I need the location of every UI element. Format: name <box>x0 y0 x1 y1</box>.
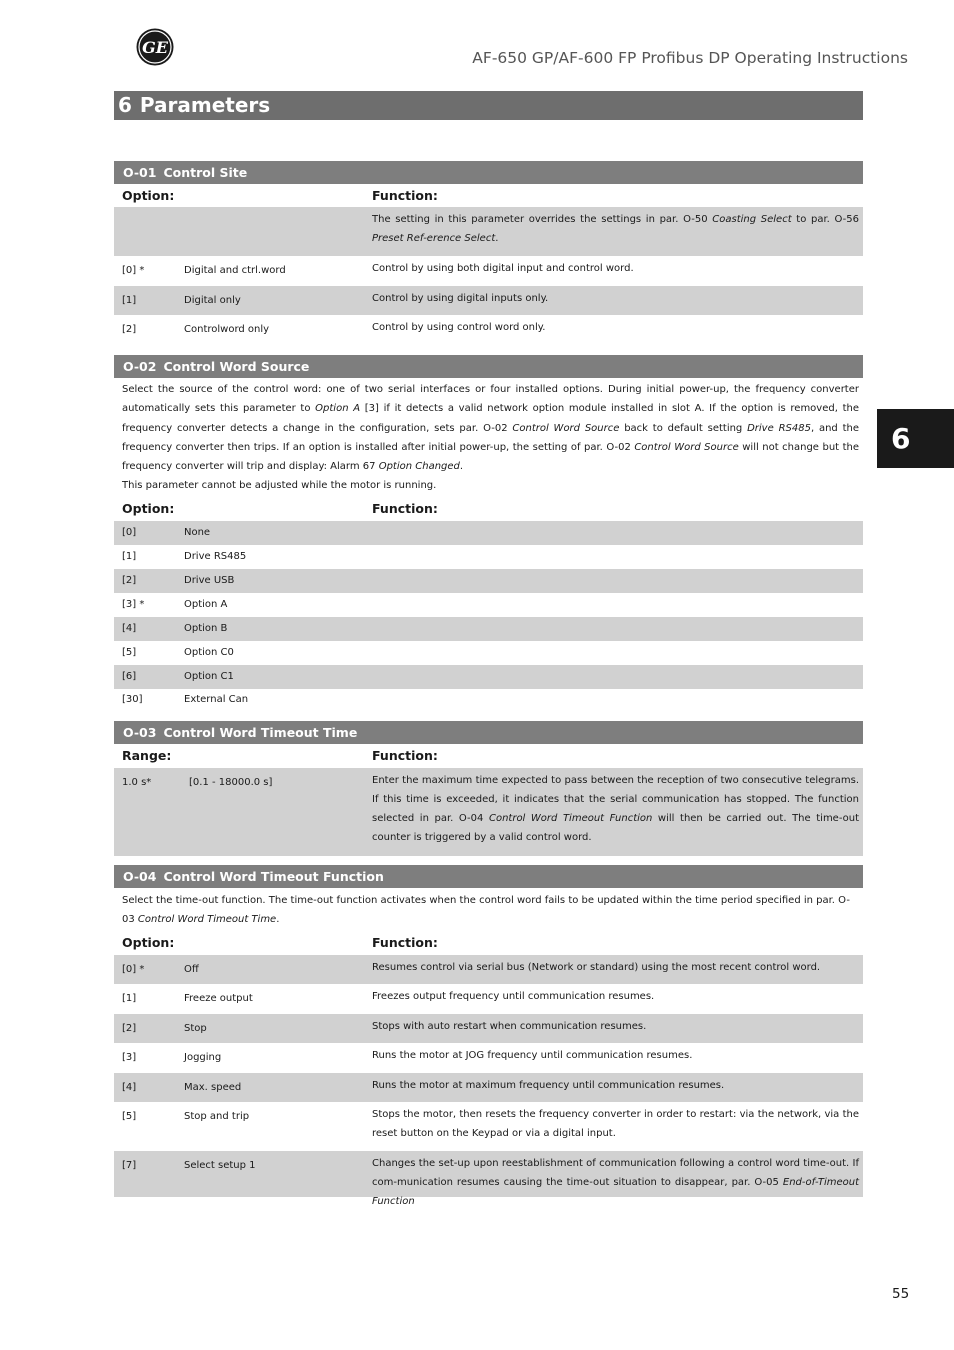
chapter-heading <box>114 91 863 120</box>
option-key: [3] * <box>122 599 145 610</box>
function-text: Stops with auto restart when communication resumes. <box>372 1021 647 1032</box>
function-text: Enter the maximum time expected to pass between the reception of two consecutive telegrams. If this time is exceeded, it indicates that the serial communication has stopped. The function selected in par. O-04 Control Word Timeout Function will then be carried out. The time-out counter is triggered by a valid control word. <box>372 775 860 843</box>
range-column-label: Range: <box>122 748 172 763</box>
option-key: [0] * <box>122 964 145 975</box>
chapter-number: 6 <box>118 93 132 117</box>
function-text: Runs the motor at maximum frequency until communication resumes. <box>372 1080 725 1091</box>
parameter-id: O-03 <box>123 725 157 740</box>
section-header-o04 <box>114 865 863 888</box>
column-header <box>114 744 863 767</box>
parameter-title: Control Word Timeout Time <box>163 725 358 740</box>
function-text: Control by using control word only. <box>372 322 546 333</box>
option-key: [3] <box>122 1052 137 1063</box>
table-row <box>114 286 863 315</box>
option-name: Option C0 <box>184 647 234 658</box>
option-name: None <box>184 527 211 538</box>
function-text: The setting in this parameter overrides the settings in par. O-50 Coasting Select to par. O-56 Preset Ref-erence Select. <box>372 214 859 244</box>
option-key: [7] <box>122 1160 137 1171</box>
default-value: 1.0 s* <box>122 777 152 788</box>
table-row <box>114 207 863 256</box>
function-text: Changes the set-up upon reestablishment of communication following a control word time-out. If com-munication resumes causing the time-out situation to disappear, par. O-05 End-of-Timeout Function <box>372 1158 859 1207</box>
option-key: [30] <box>122 694 143 705</box>
parameter-title: Control Word Source <box>163 359 310 374</box>
option-key: [2] <box>122 1023 137 1034</box>
option-key: [6] <box>122 671 137 682</box>
table-row <box>114 984 863 1013</box>
function-column-label: Function: <box>372 188 438 203</box>
option-key: [1] <box>122 295 137 306</box>
column-header <box>114 497 863 520</box>
option-key: [5] <box>122 647 137 658</box>
section-header-o03 <box>114 721 863 744</box>
option-name: Off <box>184 964 199 975</box>
column-header <box>114 184 863 207</box>
value-range: [0.1 - 18000.0 s] <box>189 777 273 788</box>
function-column-label: Function: <box>372 935 438 950</box>
table-row <box>114 617 863 641</box>
table-row <box>114 1151 863 1207</box>
parameter-id: O-01 <box>123 165 157 180</box>
function-text: Stops the motor, then resets the frequency converter in order to restart: via the network, via the reset button on the Keypad or via a digital input. <box>372 1109 859 1139</box>
option-name: Select setup 1 <box>184 1160 256 1171</box>
parameter-title: Control Word Timeout Function <box>163 869 384 884</box>
logo-lettering: GE <box>142 38 168 57</box>
table-row <box>114 545 863 569</box>
option-column-label: Option: <box>122 188 175 203</box>
function-text: Control by using both digital input and control word. <box>372 263 634 274</box>
table-row <box>114 688 863 712</box>
option-name: Max. speed <box>184 1082 242 1093</box>
option-column-label: Option: <box>122 501 175 516</box>
chapter-title: Parameters <box>139 93 271 117</box>
chapter-tab: 6 <box>877 409 954 468</box>
option-name: Option B <box>184 623 228 634</box>
section-header-o01 <box>114 161 863 184</box>
option-key: [4] <box>122 1082 137 1093</box>
option-name: Option C1 <box>184 671 234 682</box>
table-row <box>114 665 863 689</box>
option-key: [2] <box>122 575 137 586</box>
option-name: Controlword only <box>184 324 270 335</box>
option-key: [0] <box>122 527 137 538</box>
parameter-title: Control Site <box>163 165 248 180</box>
option-name: Option A <box>184 599 228 610</box>
option-key: [2] <box>122 324 137 335</box>
table-row <box>114 1014 863 1043</box>
parameter-note: This parameter cannot be adjusted while the motor is running. <box>122 480 437 492</box>
function-text: Resumes control via serial bus (Network or standard) using the most recent control word. <box>372 962 821 973</box>
table-row <box>114 1102 863 1151</box>
option-name: Stop and trip <box>184 1111 250 1122</box>
ge-logo <box>136 28 174 66</box>
option-key: [1] <box>122 993 137 1004</box>
table-row <box>114 955 863 984</box>
table-row <box>114 768 863 856</box>
function-text: Control by using digital inputs only. <box>372 293 549 304</box>
option-name: Digital and ctrl.word <box>184 265 286 276</box>
option-key: [4] <box>122 623 137 634</box>
parameter-description: Select the source of the control word: one of two serial interfaces or four installed options. During initial power-up, the frequency converter automatically sets this parameter to Option A [3] if it detects a valid network option module installed in slot A. If the option is removed, the frequency converter detects a change in the configuration, sets par. O-02 Control Word Source back to default setting Drive RS485, and the frequency converter then trips. If an option is installed after initial power-up, the setting of par. O-02 Control Word Source will not change but the frequency converter will trip and display: Alarm 67 Option Changed. This parameter cannot be adjusted while the motor is running. <box>114 380 863 496</box>
option-name: Digital only <box>184 295 241 306</box>
function-column-label: Function: <box>372 748 438 763</box>
option-column-label: Option: <box>122 935 175 950</box>
parameter-id: O-04 <box>123 869 157 884</box>
table-row <box>114 593 863 617</box>
table-row <box>114 256 863 285</box>
option-name: Drive USB <box>184 575 235 586</box>
parameter-id: O-02 <box>123 359 157 374</box>
table-row <box>114 1043 863 1072</box>
option-key: [1] <box>122 551 137 562</box>
page-number: 55 <box>892 1286 910 1302</box>
table-row <box>114 521 863 545</box>
table-row <box>114 569 863 593</box>
option-key: [5] <box>122 1111 137 1122</box>
section-header-o02 <box>114 355 863 378</box>
table-row <box>114 641 863 665</box>
function-text: Freezes output frequency until communication resumes. <box>372 991 655 1002</box>
parameter-description: Select the time-out function. The time-out function activates when the control word fails to be updated within the time period specified in par. O-03 Control Word Timeout Time. <box>122 895 850 926</box>
table-row <box>114 315 863 344</box>
option-key: [0] * <box>122 265 145 276</box>
function-text: Runs the motor at JOG frequency until communication resumes. <box>372 1050 693 1061</box>
document-title: AF-650 GP/AF-600 FP Profibus DP Operating Instructions <box>472 49 908 67</box>
function-column-label: Function: <box>372 501 438 516</box>
option-name: Drive RS485 <box>184 551 247 562</box>
column-header <box>114 931 863 954</box>
table-row <box>114 1073 863 1102</box>
option-name: External Can <box>184 694 249 705</box>
option-name: Freeze output <box>184 993 253 1004</box>
option-name: Stop <box>184 1023 207 1034</box>
option-name: Jogging <box>184 1052 222 1063</box>
